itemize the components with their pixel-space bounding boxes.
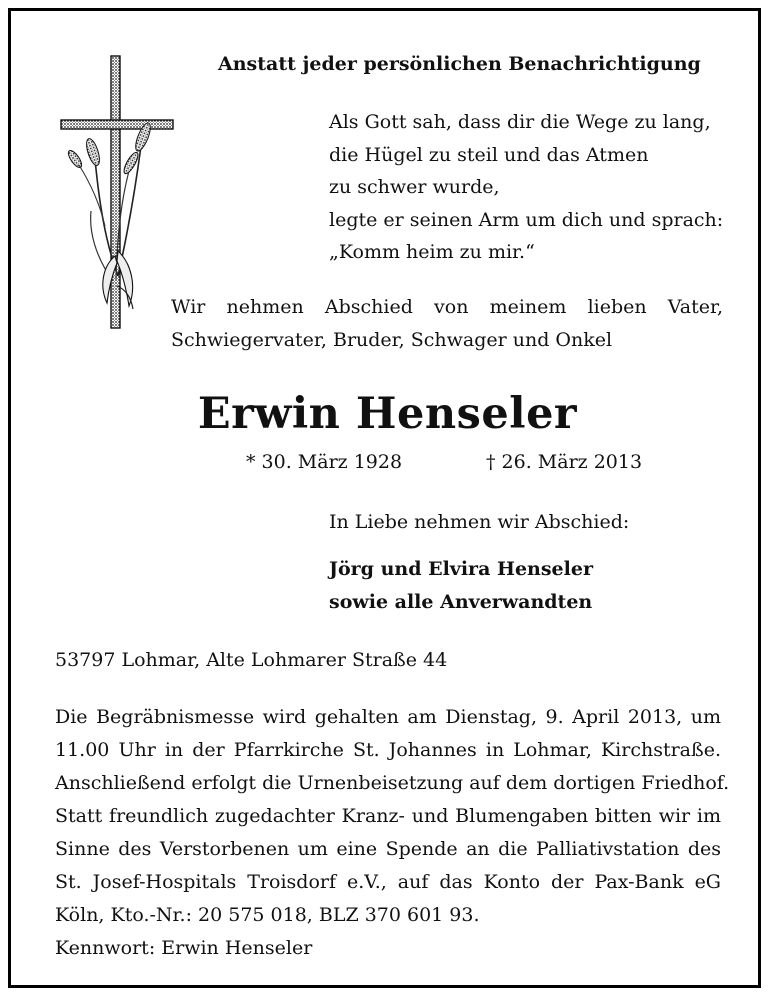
details-line: St. Josef-Hospitals Troisdorf e.V., auf das Konto der Pax-Bank eG — [55, 871, 721, 893]
details-line: Sinne des Verstorbenen um eine Spende an die Palliativstation des — [55, 838, 721, 860]
details-line: Kennwort: Erwin Henseler — [55, 937, 313, 959]
deceased-name: Erwin Henseler — [197, 389, 578, 439]
details-line: Die Begräbnismesse wird gehalten am Dienstag, 9. April 2013, um — [55, 706, 721, 728]
details-line: Köln, Kto.-Nr.: 20 575 018, BLZ 370 601 93. — [55, 904, 480, 926]
intro-line: Schwiegervater, Bruder, Schwager und Onkel — [171, 329, 613, 351]
family-signature — [329, 553, 593, 619]
notice-header: Anstatt jeder persönlichen Benachrichtigung — [218, 53, 701, 75]
cross-with-wheat-icon — [55, 51, 180, 336]
details-line: Statt freundlich zugedachter Kranz- und Blumengaben bitten wir im — [55, 805, 721, 827]
poem-line: Als Gott sah, dass dir die Wege zu lang, — [329, 111, 711, 133]
details-line: Anschließend erfolgt die Urnenbeisetzung auf dem dortigen Friedhof. — [55, 772, 730, 794]
service-details — [55, 701, 730, 965]
intro-text — [171, 291, 723, 357]
death-date: † 26. März 2013 — [486, 451, 643, 473]
poem-line: die Hügel zu steil und das Atmen — [329, 143, 649, 166]
poem-line: legte er seinen Arm um dich und sprach: — [329, 208, 724, 231]
obituary-notice — [8, 8, 761, 988]
details-line: 11.00 Uhr in der Pfarrkirche St. Johannes in Lohmar, Kirchstraße. — [55, 739, 721, 761]
poem-line: zu schwer wurde, — [329, 176, 500, 198]
farewell-line: In Liebe nehmen wir Abschied: — [329, 511, 630, 533]
intro-line: Wir nehmen Abschied von meinem lieben Vater, — [171, 296, 723, 318]
birth-date: * 30. März 1928 — [246, 451, 403, 473]
address: 53797 Lohmar, Alte Lohmarer Straße 44 — [55, 649, 448, 671]
poem-line: „Komm heim zu mir.“ — [329, 241, 535, 263]
poem — [329, 106, 723, 269]
family-line: Jörg und Elvira Henseler — [329, 558, 593, 580]
family-line: sowie alle Anverwandten — [329, 591, 593, 613]
